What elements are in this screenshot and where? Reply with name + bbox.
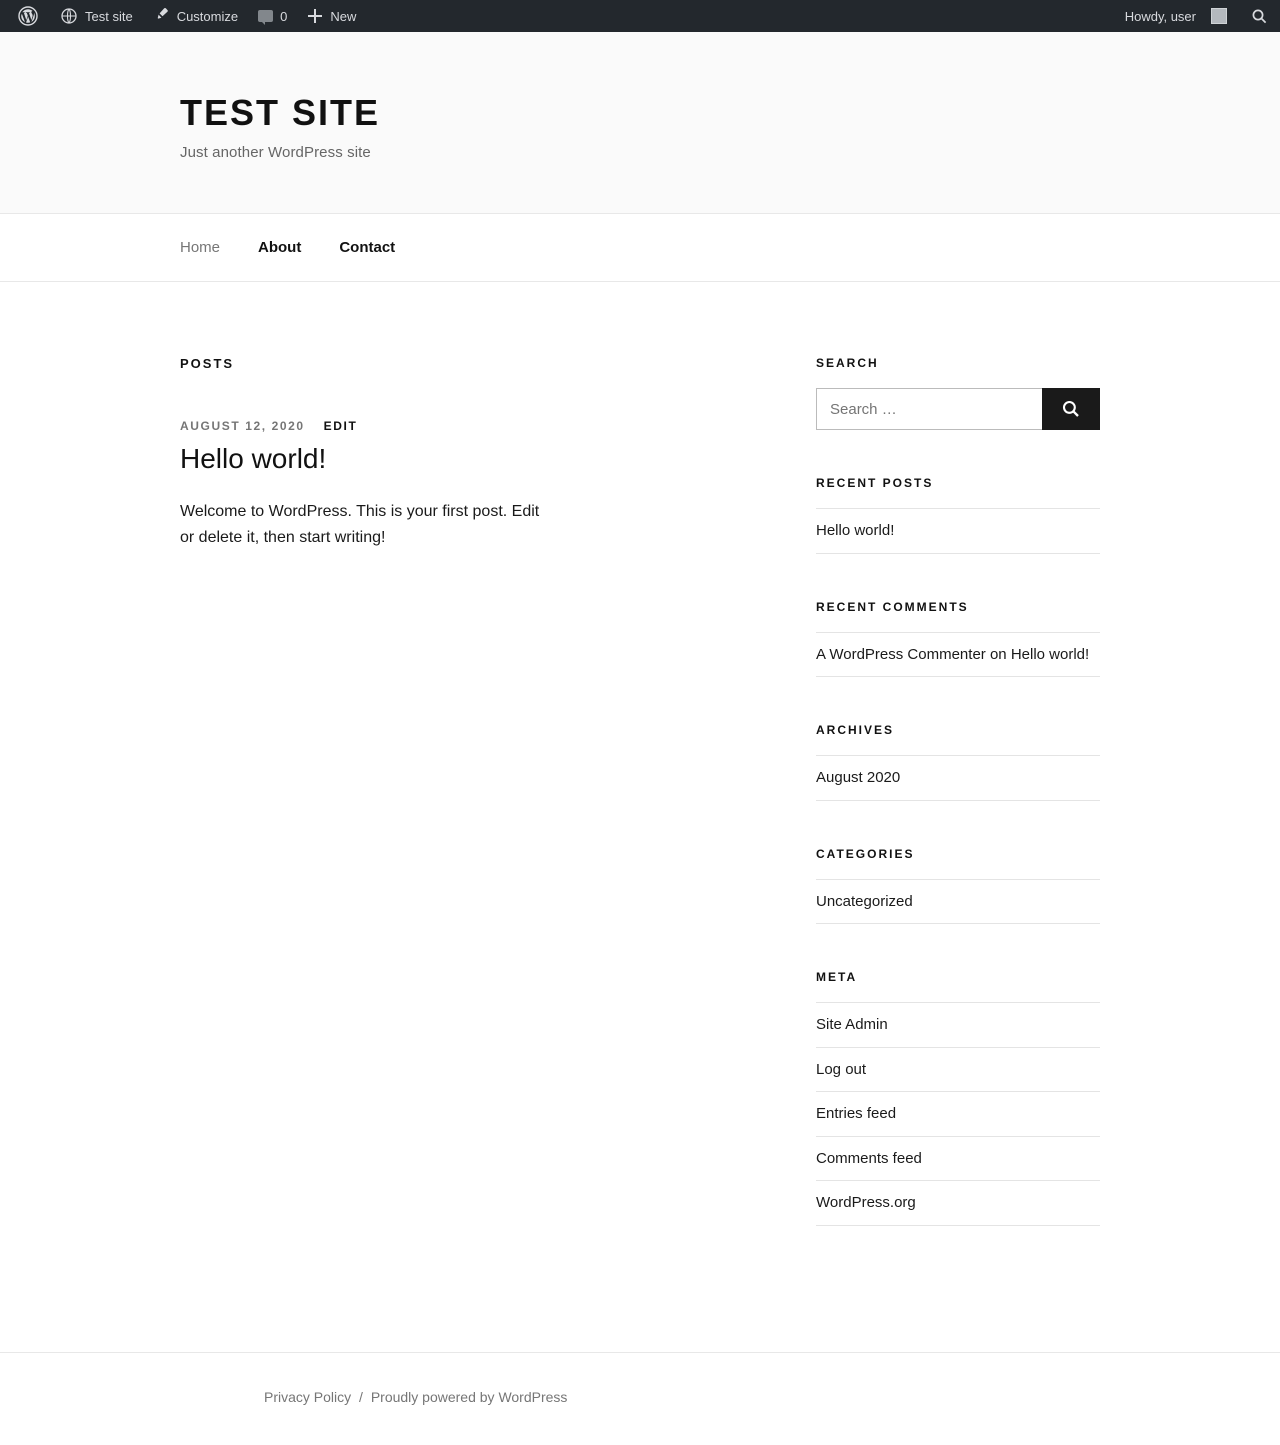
widget-meta [816,970,1100,1226]
widget-search [816,356,1100,430]
search-icon [1251,8,1268,25]
widget-categories [816,847,1100,925]
post-article [180,419,556,551]
admin-bar-comments[interactable] [248,0,297,32]
list-item [816,1137,1100,1182]
dashboard-home-icon [60,7,78,25]
list-item [816,1002,1100,1048]
site-title-link[interactable]: TEST SITE [180,92,381,133]
list-item [816,1048,1100,1093]
nav-item-about[interactable]: About [258,239,302,256]
site-header [0,32,1280,214]
admin-bar-my-account[interactable] [1115,0,1237,32]
widget-meta-title: META [816,970,858,984]
admin-bar-customize-label: Customize [176,8,239,24]
recent-comments-list [816,632,1100,678]
search-form [816,388,1100,430]
widget-recent-comments [816,600,1100,678]
main-content [180,356,556,551]
nav-item-home[interactable]: Home [180,239,221,256]
sidebar [816,356,1100,1272]
nav-item-contact[interactable]: Contact [339,239,396,256]
meta-link-entries-feed[interactable]: Entries feed [816,1105,897,1122]
post-meta [180,419,556,433]
post-edit-link[interactable]: EDIT [323,419,358,433]
list-item [816,1092,1100,1137]
plus-icon [307,8,323,24]
widget-search-title: SEARCH [816,356,879,370]
wordpress-logo-icon [18,6,38,26]
meta-link-site-admin[interactable]: Site Admin [816,1016,888,1033]
site-description: Just another WordPress site [180,144,371,161]
admin-bar-right [1115,0,1268,32]
recent-posts-list [816,508,1100,554]
footer-credit-link[interactable]: Proudly powered by WordPress [370,1388,568,1405]
meta-list [816,1002,1100,1226]
primary-navigation [0,214,1280,282]
wordpress-logo-menu[interactable] [8,0,50,32]
site-footer [0,1352,1280,1445]
paintbrush-icon [153,6,170,26]
archive-link-august-2020[interactable]: August 2020 [816,769,901,786]
howdy-label: Howdy, user [1124,8,1196,24]
post-date-link[interactable]: AUGUST 12, 2020 [180,419,305,433]
recent-post-link[interactable]: Hello world! [816,522,895,539]
list-item [816,879,1100,925]
widget-recent-posts [816,476,1100,554]
admin-bar [0,0,1280,32]
categories-list [816,879,1100,925]
comment-on-label: on [989,645,1007,663]
meta-link-wordpress-org[interactable]: WordPress.org [816,1194,916,1211]
comment-author[interactable]: A WordPress Commenter [816,645,986,663]
post-title-link[interactable]: Hello world! [180,443,327,474]
widget-categories-title: CATEGORIES [816,846,915,861]
footer-privacy-policy-link[interactable]: Privacy Policy [264,1388,352,1405]
admin-bar-new-label: New [330,8,357,24]
posts-section-label: POSTS [180,356,235,371]
list-item [816,508,1100,554]
meta-link-comments-feed[interactable]: Comments feed [816,1149,922,1167]
admin-bar-site-name-label: Test site [85,8,133,24]
comments-count: 0 [280,8,288,24]
admin-bar-new-content[interactable] [297,0,366,32]
post-title [180,441,556,477]
widget-recent-comments-title: RECENT COMMENTS [816,599,969,614]
widget-archives-title: ARCHIVES [816,723,895,737]
list-item [816,755,1100,801]
comment-post-link[interactable]: Hello world! [1010,645,1090,663]
search-icon [1061,399,1081,419]
footer-separator: / [359,1388,363,1405]
list-item [816,1181,1100,1226]
admin-bar-site-name[interactable] [50,0,143,32]
search-input[interactable] [816,388,1042,430]
widget-recent-posts-title: RECENT POSTS [816,476,934,490]
avatar [1211,8,1227,24]
category-link-uncategorized[interactable]: Uncategorized [816,892,913,910]
search-submit-button[interactable] [1042,388,1100,430]
admin-bar-search-button[interactable] [1251,8,1268,25]
post-content [180,499,556,551]
admin-bar-left [8,0,366,32]
archives-list [816,755,1100,801]
page-title [180,92,1100,134]
admin-bar-customize[interactable] [143,0,248,32]
post-excerpt: Welcome to WordPress. This is your first post. Edit or delete it, then start writing! [180,503,540,547]
comment-bubble-icon [258,10,273,22]
list-item [816,632,1100,678]
meta-link-log-out[interactable]: Log out [816,1060,867,1078]
widget-archives [816,723,1100,801]
content-area [180,282,1100,1272]
